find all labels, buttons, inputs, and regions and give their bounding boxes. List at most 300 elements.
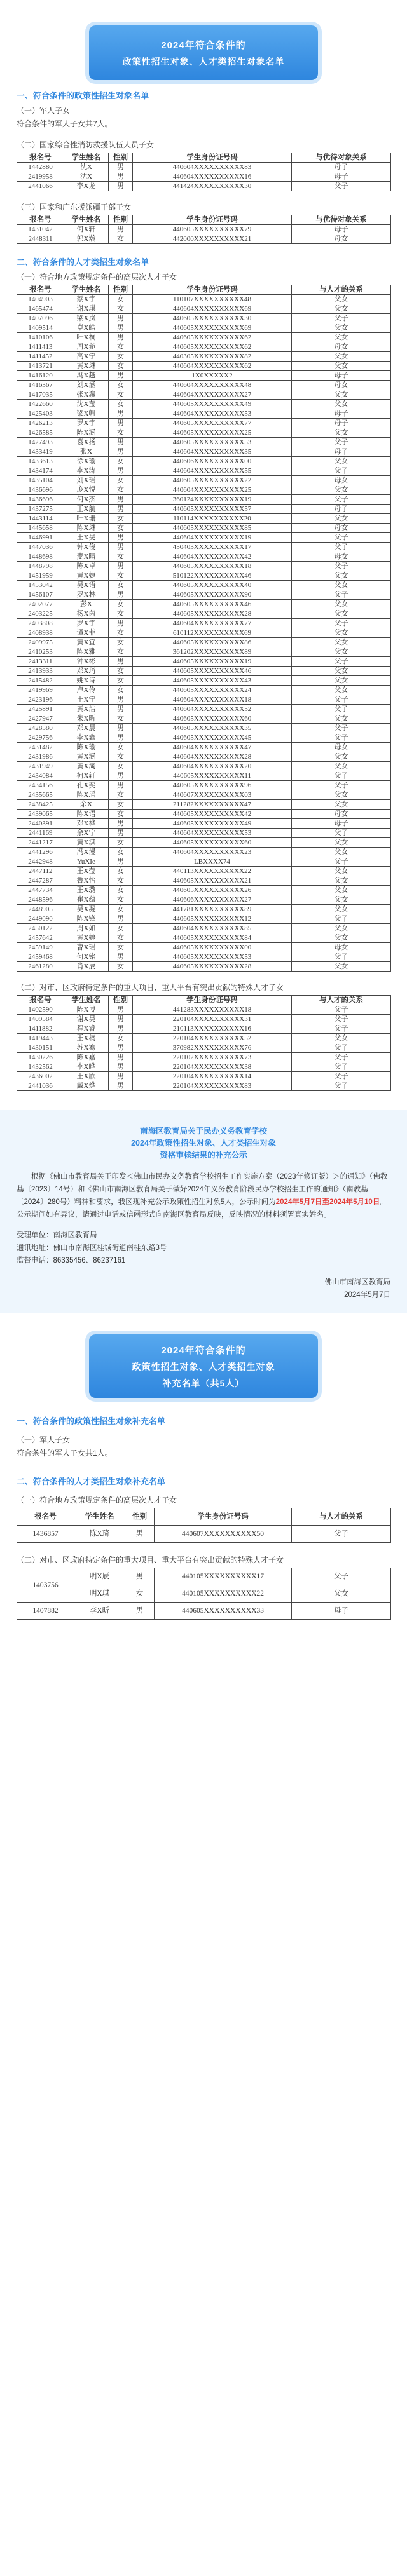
cell-id-number: 440605XXXXXXXXXX40 [133, 581, 292, 590]
cell-reg-no: 1402590 [17, 1005, 64, 1015]
cell-id-number: 440605XXXXXXXXXX62 [133, 342, 292, 352]
cell-reg-no: 2447112 [17, 867, 64, 876]
cell-id-number: 440604XXXXXXXXXX77 [133, 619, 292, 628]
column-header-reg-no: 报名号 [17, 285, 64, 295]
table-row [17, 790, 391, 800]
cell-id-number: 110107XXXXXXXXXX48 [133, 295, 292, 304]
cell-gender: 女 [109, 743, 133, 752]
cell-student-name: 钟X彬 [64, 657, 109, 667]
cell-student-name: 邓X晨 [64, 724, 109, 733]
table-row [17, 838, 391, 848]
cell-reg-no: 2448311 [17, 234, 64, 244]
cell-id-number: 440605XXXXXXXXXX49 [133, 400, 292, 409]
notice-title-3: 资格审核结果的补充公示 [160, 1151, 247, 1160]
cell-relation: 母子 [292, 371, 391, 381]
cell-reg-no: 2448596 [17, 895, 64, 905]
cell-gender: 女 [109, 895, 133, 905]
cell-student-name: 苏X骞 [64, 1043, 109, 1053]
cell-gender: 男 [109, 466, 133, 476]
table-row [17, 400, 391, 409]
cell-id-number: 440605XXXXXXXXXX25 [133, 428, 292, 438]
supplement-banner-line-3: 补充名单（共5人） [162, 1378, 245, 1388]
table-row [17, 924, 391, 933]
column-header-id-number: 学生身份证号码 [133, 215, 292, 225]
cell-id-number: 450403XXXXXXXXXX17 [133, 543, 292, 552]
cell-reg-no: 2427947 [17, 714, 64, 724]
cell-relation: 父女 [292, 838, 391, 848]
cell-gender: 男 [109, 819, 133, 829]
cell-gender: 男 [125, 1568, 155, 1585]
supplement-section-2-sub-1: （一）符合地方政策规定条件的高层次人才子女 [17, 1496, 177, 1505]
cell-gender: 男 [109, 829, 133, 838]
table-row [17, 1062, 391, 1072]
cell-id-number: 440604XXXXXXXXXX55 [133, 466, 292, 476]
cell-reg-no: 2461280 [17, 962, 64, 972]
cell-reg-no: 2431949 [17, 762, 64, 771]
cell-gender: 女 [109, 381, 133, 390]
cell-relation: 父子 [292, 1005, 391, 1015]
cell-student-name: 王X莹 [64, 867, 109, 876]
cell-reg-no: 1409584 [17, 1015, 64, 1024]
cell-reg-no: 1436696 [17, 485, 64, 495]
table-row [17, 914, 391, 924]
column-header-id-number: 学生身份证号码 [133, 285, 292, 295]
cell-reg-no: 2419969 [17, 686, 64, 695]
cell-gender: 女 [109, 905, 133, 914]
cell-reg-no: 1436857 [17, 1526, 74, 1543]
table-row [17, 1053, 391, 1062]
table-row [17, 657, 391, 667]
cell-reg-no: 2447287 [17, 876, 64, 886]
cell-id-number: 440605XXXXXXXXXX53 [133, 952, 292, 962]
cell-id-number: 440113XXXXXXXXXX22 [133, 867, 292, 876]
cell-student-name: 王X宁 [64, 695, 109, 705]
cell-gender: 男 [109, 1053, 133, 1062]
cell-gender: 男 [109, 1081, 133, 1091]
cell-student-name: 戴X烨 [64, 1081, 109, 1091]
cell-gender: 男 [109, 1015, 133, 1024]
cell-gender: 男 [109, 323, 133, 333]
cell-reg-no: 1411452 [17, 352, 64, 362]
cell-student-name: 程X睿 [64, 1024, 109, 1034]
cell-relation: 父子 [292, 314, 391, 323]
cell-relation: 父女 [292, 867, 391, 876]
cell-gender: 女 [109, 552, 133, 562]
notice-contact-phone: 监督电话：86335456、86237161 [17, 1257, 126, 1264]
cell-relation: 母子 [292, 819, 391, 829]
fire-rescue-table [17, 153, 391, 191]
cell-reg-no: 2413933 [17, 667, 64, 676]
cell-reg-no: 1437275 [17, 505, 64, 514]
cell-student-name: 姚X诗 [64, 676, 109, 686]
cell-gender: 女 [109, 647, 133, 657]
cell-id-number: 440605XXXXXXXXXX12 [133, 914, 292, 924]
table-row [17, 447, 391, 457]
table-row [17, 295, 391, 304]
cell-relation: 父女 [292, 457, 391, 466]
cell-relation: 父女 [292, 924, 391, 933]
notice-date: 2024年5月7日 [344, 1291, 390, 1299]
cell-gender: 女 [109, 304, 133, 314]
column-header-relation: 与人才的关系 [292, 996, 391, 1005]
cell-relation: 母子 [292, 172, 391, 182]
cell-relation: 父女 [292, 667, 391, 676]
cell-gender: 男 [109, 533, 133, 543]
column-header-student-name: 学生姓名 [64, 996, 109, 1005]
cell-id-number: 440604XXXXXXXXXX28 [133, 752, 292, 762]
cell-id-number: 440605XXXXXXXXXX77 [133, 419, 292, 428]
cell-relation: 父女 [292, 762, 391, 771]
cell-reg-no: 1426585 [17, 428, 64, 438]
cell-reg-no: 1451959 [17, 571, 64, 581]
cell-reg-no: 2439065 [17, 810, 64, 819]
cell-id-number: 360124XXXXXXXXXX19 [133, 495, 292, 505]
cell-student-name: 梁X岚 [64, 314, 109, 323]
notice-contact-unit: 受理单位：南海区教育局 [17, 1231, 97, 1239]
cell-student-name: 罗X宇 [64, 419, 109, 428]
table-row [17, 323, 391, 333]
cell-relation: 母子 [292, 409, 391, 419]
cell-student-name: 鲁X怡 [64, 876, 109, 886]
cell-id-number: 442000XXXXXXXXXX21 [133, 234, 292, 244]
table-row [17, 705, 391, 714]
table-row [17, 724, 391, 733]
table-row [17, 1081, 391, 1091]
cell-relation: 父女 [292, 600, 391, 609]
cell-relation: 父子 [292, 829, 391, 838]
section-1-note-1: 符合条件的军人子女共7人。 [17, 119, 113, 128]
cell-reg-no: 2440391 [17, 819, 64, 829]
cell-id-number: 440605XXXXXXXXXX18 [133, 562, 292, 571]
cell-student-name: 钟X俊 [64, 543, 109, 552]
notice-title-2: 2024年政策性招生对象、人才类招生对象 [131, 1139, 276, 1148]
cell-relation: 父女 [292, 609, 391, 619]
table-row [17, 342, 391, 352]
cell-student-name: 蔡X宇 [64, 295, 109, 304]
cell-gender: 男 [109, 562, 133, 571]
notice-contacts [17, 1229, 390, 1267]
cell-id-number: 220104XXXXXXXXXX38 [133, 1062, 292, 1072]
cell-gender: 女 [109, 609, 133, 619]
cell-student-name: 陈X卓 [64, 562, 109, 571]
cell-relation: 父子 [292, 1024, 391, 1034]
cell-relation: 父女 [292, 1585, 391, 1603]
cell-id-number: 440605XXXXXXXXXX22 [133, 476, 292, 485]
cell-reg-no: 2419958 [17, 172, 64, 182]
cell-relation: 父女 [292, 333, 391, 342]
table-row [17, 829, 391, 838]
cell-reg-no: 2415482 [17, 676, 64, 686]
cell-relation: 父女 [292, 628, 391, 638]
cell-reg-no: 2441036 [17, 1081, 64, 1091]
cell-relation: 父女 [292, 800, 391, 810]
cell-id-number: 440605XXXXXXXXXX60 [133, 838, 292, 848]
table-row [17, 638, 391, 647]
cell-student-name: 黄X琳 [64, 362, 109, 371]
cell-reg-no: 2436002 [17, 1072, 64, 1081]
cell-gender: 女 [109, 514, 133, 524]
cell-student-name: 周X如 [64, 924, 109, 933]
cell-reg-no: 1413721 [17, 362, 64, 371]
table-row [17, 1034, 391, 1043]
cell-gender: 女 [109, 628, 133, 638]
cell-student-name: 袁X扬 [64, 438, 109, 447]
cell-student-name: 王X航 [64, 505, 109, 514]
cell-relation: 母女 [292, 552, 391, 562]
cell-reg-no: 1409514 [17, 323, 64, 333]
cell-id-number: 440604XXXXXXXXXX20 [133, 762, 292, 771]
table-row [17, 1603, 391, 1620]
cell-student-name: 王X欣 [64, 1072, 109, 1081]
cell-reg-no: 1430151 [17, 1043, 64, 1053]
cell-reg-no: 1410106 [17, 333, 64, 342]
cell-relation: 父女 [292, 647, 391, 657]
cell-gender: 女 [109, 428, 133, 438]
cell-id-number: 440605XXXXXXXXXX85 [133, 524, 292, 533]
table-row [17, 438, 391, 447]
cell-relation: 父女 [292, 714, 391, 724]
cell-student-name: 陈X瑜 [64, 743, 109, 752]
cell-gender: 女 [109, 457, 133, 466]
cell-id-number: 510122XXXXXXXXXX46 [133, 571, 292, 581]
cell-reg-no: 1447036 [17, 543, 64, 552]
table-row [17, 225, 391, 234]
cell-reg-no: 2434156 [17, 781, 64, 790]
cell-gender: 男 [109, 225, 133, 234]
cell-reg-no: 1448798 [17, 562, 64, 571]
column-header-reg-no: 报名号 [17, 215, 64, 225]
cell-gender: 女 [109, 876, 133, 886]
cell-student-name: 李X龙 [64, 182, 109, 191]
table-row [17, 581, 391, 590]
cell-relation: 父女 [292, 581, 391, 590]
cell-id-number: 440604XXXXXXXXXX62 [133, 362, 292, 371]
cell-id-number: 440605XXXXXXXXXX35 [133, 724, 292, 733]
cell-relation: 父子 [292, 914, 391, 924]
cell-id-number: 440607XXXXXXXXXX03 [133, 790, 292, 800]
cell-student-name: 徐X瑜 [64, 457, 109, 466]
cell-student-name: 谭X菲 [64, 628, 109, 638]
cell-reg-no: 2441217 [17, 838, 64, 848]
cell-id-number: 440604XXXXXXXXXX16 [133, 172, 292, 182]
cell-student-name: 明X琪 [74, 1585, 125, 1603]
supplement-section-2-title: 二、符合条件的人才类招生对象补充名单 [17, 1477, 166, 1486]
table-row [17, 362, 391, 371]
table-row [17, 476, 391, 485]
table-row [17, 590, 391, 600]
cell-reg-no: 1422660 [17, 400, 64, 409]
cell-id-number: 440605XXXXXXXXXX90 [133, 590, 292, 600]
cell-student-name: 李X涛 [64, 466, 109, 476]
cell-reg-no: 1435104 [17, 476, 64, 485]
cell-reg-no: 1404903 [17, 295, 64, 304]
cell-student-name: 李X昕 [74, 1603, 125, 1620]
cell-student-name: 谢X琪 [64, 304, 109, 314]
cell-id-number: 440605XXXXXXXXXX96 [133, 781, 292, 790]
cell-gender: 男 [109, 447, 133, 457]
cell-reg-no: 2435665 [17, 790, 64, 800]
cell-id-number: 440604XXXXXXXXXX35 [133, 447, 292, 457]
cell-id-number: 441424XXXXXXXXXX30 [133, 182, 292, 191]
cell-student-name: 王X楠 [64, 1034, 109, 1043]
table-row [17, 1568, 391, 1585]
cell-student-name: 叶X珊 [64, 514, 109, 524]
cell-id-number: 440605XXXXXXXXXX60 [133, 714, 292, 724]
cell-student-name: 吴X语 [64, 581, 109, 590]
cell-student-name: 曹X瑶 [64, 943, 109, 952]
cell-student-name: 陈X锋 [64, 914, 109, 924]
cell-reg-no: 1417035 [17, 390, 64, 400]
column-header-gender: 性别 [109, 996, 133, 1005]
cell-id-number: 440604XXXXXXXXXX19 [133, 533, 292, 543]
cell-id-number: 610112XXXXXXXXXX69 [133, 628, 292, 638]
table-row [17, 857, 391, 867]
table-row [17, 886, 391, 895]
cell-gender: 男 [109, 695, 133, 705]
cell-gender: 女 [109, 524, 133, 533]
cell-student-name: 李X鑫 [64, 733, 109, 743]
cell-relation: 父女 [292, 962, 391, 972]
cell-student-name: 何X杰 [64, 495, 109, 505]
cell-student-name: 杨X茵 [64, 609, 109, 619]
cell-relation: 父子 [292, 590, 391, 600]
cell-id-number: 220102XXXXXXXXXX73 [133, 1053, 292, 1062]
cell-student-name: 沈X [64, 163, 109, 172]
cell-student-name: 陈X嘉 [64, 1053, 109, 1062]
cell-reg-no: 1419443 [17, 1034, 64, 1043]
cell-relation: 父女 [292, 876, 391, 886]
column-header-gender: 性别 [109, 153, 133, 163]
section-1-sub-2: （二）国家综合性消防救援队伍人员子女 [17, 140, 155, 149]
cell-student-name: 黄X涵 [64, 752, 109, 762]
cell-gender: 男 [109, 333, 133, 342]
cell-id-number: 440604XXXXXXXXXX69 [133, 304, 292, 314]
cell-reg-no: 2449090 [17, 914, 64, 924]
cell-relation: 母女 [292, 524, 391, 533]
table-row [17, 466, 391, 476]
cell-reg-no: 1446991 [17, 533, 64, 543]
cell-gender: 男 [109, 419, 133, 428]
column-header-relation: 与人才的关系 [292, 285, 391, 295]
column-header-id-number: 学生身份证号码 [155, 1508, 292, 1526]
table-row [17, 619, 391, 628]
cell-gender: 女 [109, 686, 133, 695]
cell-student-name: 崔X蕴 [64, 895, 109, 905]
cell-relation: 父女 [292, 905, 391, 914]
cell-gender: 男 [109, 543, 133, 552]
cell-relation: 母子 [292, 447, 391, 457]
cell-gender: 女 [109, 342, 133, 352]
cell-gender: 男 [109, 952, 133, 962]
talent-table [17, 285, 391, 972]
cell-student-name: 谢X昊 [64, 1015, 109, 1024]
cell-student-name: 冯X越 [64, 371, 109, 381]
cell-gender: 男 [109, 1043, 133, 1053]
cell-id-number: 370982XXXXXXXXXX76 [133, 1043, 292, 1053]
cell-relation: 父子 [292, 657, 391, 667]
cell-student-name: 邓X桦 [64, 819, 109, 829]
cell-student-name: 叶X桐 [64, 333, 109, 342]
table-row [17, 733, 391, 743]
cell-relation: 母女 [292, 743, 391, 752]
cell-reg-no: 2447734 [17, 886, 64, 895]
cell-gender: 女 [109, 867, 133, 876]
cell-id-number: 220104XXXXXXXXXX52 [133, 1034, 292, 1043]
cell-relation: 母子 [292, 419, 391, 428]
cell-id-number: 440604XXXXXXXXXX47 [133, 743, 292, 752]
table-row [17, 905, 391, 914]
cell-gender: 女 [109, 714, 133, 724]
cell-reg-no: 1436696 [17, 495, 64, 505]
cell-relation: 父女 [292, 848, 391, 857]
supplementary-notice [0, 1110, 407, 1313]
table-row [17, 952, 391, 962]
cell-relation: 父子 [292, 533, 391, 543]
cell-relation: 父子 [292, 466, 391, 476]
cell-gender: 女 [109, 800, 133, 810]
cell-relation: 母女 [292, 810, 391, 819]
cell-relation: 父子 [292, 619, 391, 628]
cell-reg-no: 2442948 [17, 857, 64, 867]
notice-body-pre: 根据《佛山市教育局关于印发＜佛山市民办义务教育学校招生工作实施方案（2023年修订版）＞的通知》（佛教基〔2023〕14号）和《佛山市南海区教育局关于做好2024年义务教育阶段民办学校招生工作的通知》（南教基〔2024〕280号）精神和要求，我区现补充公示政策性招生对象5人，公示时间为 [17, 1173, 388, 1206]
cell-student-name: 明X辰 [74, 1568, 125, 1585]
cell-reg-no: 2431482 [17, 743, 64, 752]
cell-id-number: 440605XXXXXXXXXX45 [133, 733, 292, 743]
table-row [17, 771, 391, 781]
cell-relation: 母女 [292, 476, 391, 485]
cell-reg-no: 1416367 [17, 381, 64, 390]
table-row [17, 409, 391, 419]
cell-gender: 女 [109, 485, 133, 495]
cell-student-name: 黄X婷 [64, 933, 109, 943]
cell-student-name: 高X宁 [64, 352, 109, 362]
cell-relation: 父女 [292, 790, 391, 800]
cell-student-name: 陈X语 [64, 810, 109, 819]
cell-reg-no: 2410253 [17, 647, 64, 657]
cell-gender: 男 [109, 182, 133, 191]
cell-gender: 男 [109, 495, 133, 505]
cell-gender: 女 [109, 581, 133, 590]
cell-reg-no: 1443114 [17, 514, 64, 524]
notice-body-post: 。公示期间如有异议，请通过电话或信函形式向南海区教育局反映，反映情况的材料须署真实姓名。 [17, 1198, 387, 1219]
table-row [17, 495, 391, 505]
table-row [17, 819, 391, 829]
cell-id-number: 440604XXXXXXXXXX18 [133, 695, 292, 705]
cell-reg-no: 1432562 [17, 1062, 64, 1072]
cell-id-number: 440604XXXXXXXXXX52 [133, 705, 292, 714]
cell-gender: 男 [109, 914, 133, 924]
cell-id-number: 361202XXXXXXXXXX89 [133, 647, 292, 657]
cell-relation: 父女 [292, 676, 391, 686]
table-row [17, 800, 391, 810]
cell-relation: 父子 [292, 733, 391, 743]
column-header-id-number: 学生身份证号码 [133, 996, 292, 1005]
cell-relation: 父子 [292, 1053, 391, 1062]
cell-gender: 男 [109, 724, 133, 733]
cell-relation: 母子 [292, 505, 391, 514]
table-row [17, 781, 391, 790]
cell-reg-no: 1445658 [17, 524, 64, 533]
cell-id-number: 440605XXXXXXXXXX00 [133, 943, 292, 952]
cell-id-number: 440604XXXXXXXXXX83 [133, 163, 292, 172]
column-header-relation: 与人才的关系 [292, 1508, 391, 1526]
section-2-sub-1: （一）符合地方政策规定条件的高层次人才子女 [17, 273, 177, 281]
cell-student-name: 陈X琳 [64, 524, 109, 533]
cell-relation: 父子 [292, 1043, 391, 1053]
cell-id-number: 440605XXXXXXXXXX21 [133, 876, 292, 886]
column-header-student-name: 学生姓名 [64, 153, 109, 163]
cell-gender: 女 [109, 676, 133, 686]
